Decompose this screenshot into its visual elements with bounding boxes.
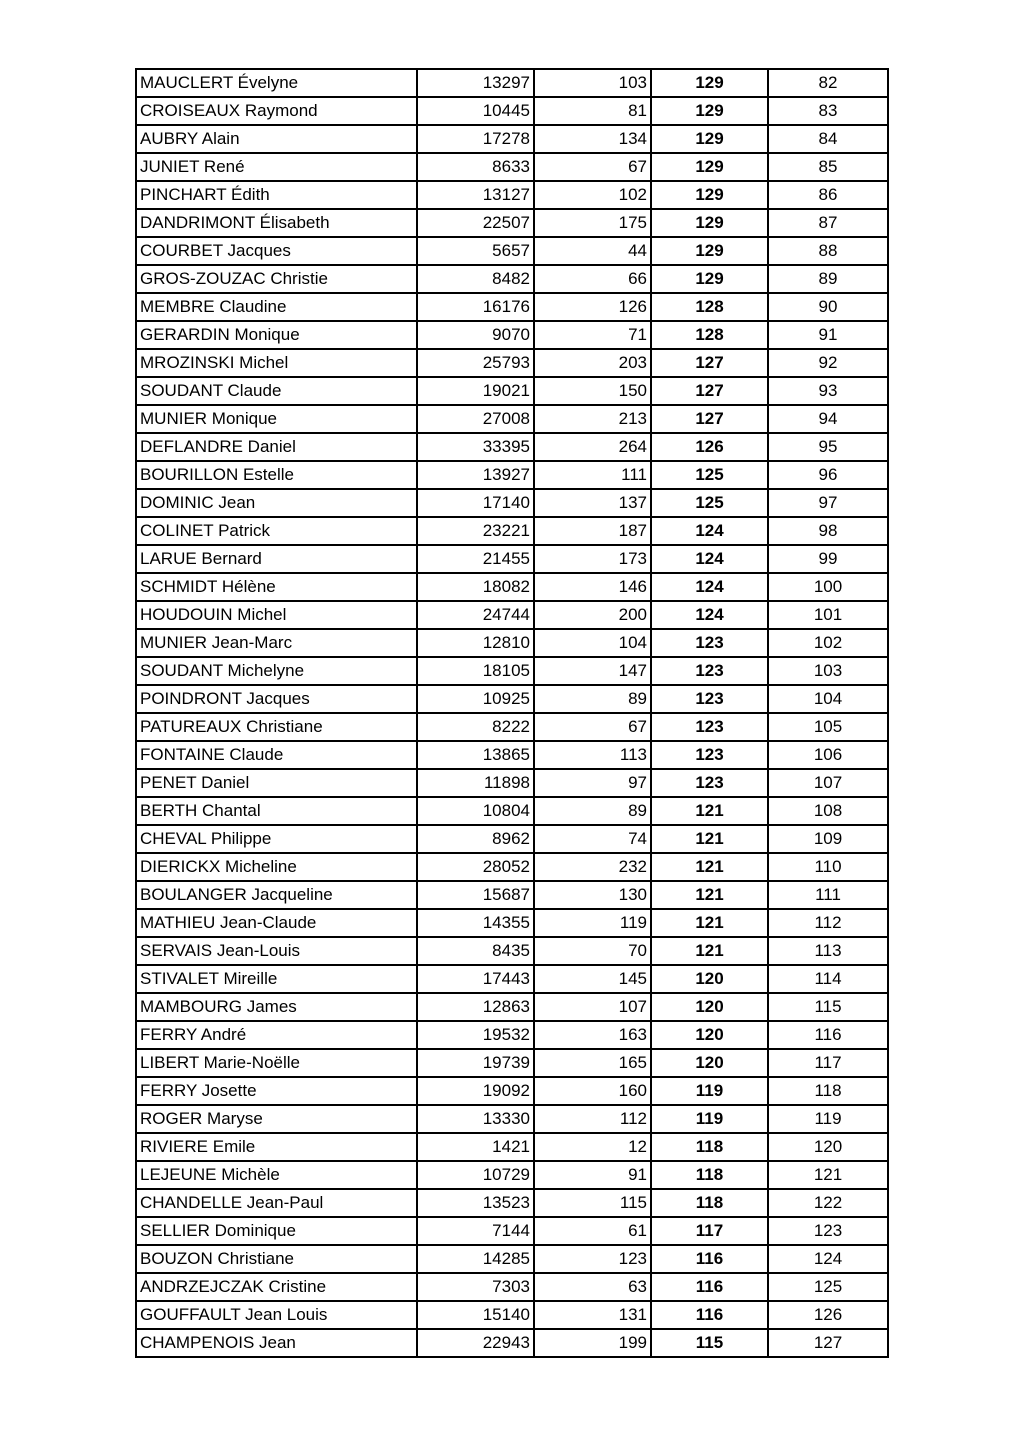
cell-count: 61: [534, 1217, 651, 1245]
cell-score: 123: [651, 685, 768, 713]
cell-total: 21455: [417, 545, 534, 573]
cell-rank: 102: [768, 629, 888, 657]
cell-total: 5657: [417, 237, 534, 265]
cell-count: 232: [534, 853, 651, 881]
cell-rank: 113: [768, 937, 888, 965]
cell-name: DANDRIMONT Élisabeth: [136, 209, 417, 237]
cell-count: 67: [534, 153, 651, 181]
table-row: [136, 1133, 888, 1161]
cell-count: 199: [534, 1329, 651, 1357]
cell-rank: 89: [768, 265, 888, 293]
cell-count: 203: [534, 349, 651, 377]
results-table: [135, 68, 889, 1358]
cell-score: 124: [651, 545, 768, 573]
cell-rank: 105: [768, 713, 888, 741]
cell-name: HOUDOUIN Michel: [136, 601, 417, 629]
table-row: [136, 349, 888, 377]
cell-score: 121: [651, 797, 768, 825]
cell-score: 123: [651, 769, 768, 797]
cell-name: PATUREAUX Christiane: [136, 713, 417, 741]
cell-rank: 101: [768, 601, 888, 629]
cell-score: 129: [651, 125, 768, 153]
cell-score: 118: [651, 1189, 768, 1217]
cell-total: 13927: [417, 461, 534, 489]
cell-count: 12: [534, 1133, 651, 1161]
cell-total: 13330: [417, 1105, 534, 1133]
cell-name: MUNIER Jean-Marc: [136, 629, 417, 657]
cell-count: 134: [534, 125, 651, 153]
cell-name: PINCHART Édith: [136, 181, 417, 209]
cell-score: 124: [651, 573, 768, 601]
cell-score: 125: [651, 489, 768, 517]
cell-name: SOUDANT Michelyne: [136, 657, 417, 685]
cell-count: 91: [534, 1161, 651, 1189]
table-row: [136, 993, 888, 1021]
table-row: [136, 153, 888, 181]
table-row: [136, 1189, 888, 1217]
cell-total: 10729: [417, 1161, 534, 1189]
cell-name: MAMBOURG James: [136, 993, 417, 1021]
table-row: [136, 125, 888, 153]
cell-total: 9070: [417, 321, 534, 349]
cell-total: 18082: [417, 573, 534, 601]
cell-rank: 87: [768, 209, 888, 237]
cell-count: 63: [534, 1273, 651, 1301]
cell-total: 19021: [417, 377, 534, 405]
table-row: [136, 545, 888, 573]
cell-total: 14355: [417, 909, 534, 937]
cell-name: BOURILLON Estelle: [136, 461, 417, 489]
cell-rank: 114: [768, 965, 888, 993]
table-row: [136, 657, 888, 685]
cell-total: 27008: [417, 405, 534, 433]
table-row: [136, 881, 888, 909]
table-row: [136, 461, 888, 489]
cell-score: 125: [651, 461, 768, 489]
cell-rank: 117: [768, 1049, 888, 1077]
cell-count: 173: [534, 545, 651, 573]
cell-count: 71: [534, 321, 651, 349]
table-row: [136, 573, 888, 601]
cell-count: 126: [534, 293, 651, 321]
cell-rank: 107: [768, 769, 888, 797]
cell-name: MROZINSKI Michel: [136, 349, 417, 377]
cell-name: GROS-ZOUZAC Christie: [136, 265, 417, 293]
cell-name: MAUCLERT Évelyne: [136, 69, 417, 97]
cell-rank: 104: [768, 685, 888, 713]
table-row: [136, 321, 888, 349]
cell-rank: 94: [768, 405, 888, 433]
cell-score: 129: [651, 69, 768, 97]
cell-score: 124: [651, 517, 768, 545]
cell-count: 89: [534, 685, 651, 713]
table-row: [136, 237, 888, 265]
cell-total: 13865: [417, 741, 534, 769]
cell-score: 118: [651, 1161, 768, 1189]
table-row: [136, 1049, 888, 1077]
cell-count: 70: [534, 937, 651, 965]
table-row: [136, 1021, 888, 1049]
table-row: [136, 209, 888, 237]
cell-count: 175: [534, 209, 651, 237]
cell-count: 147: [534, 657, 651, 685]
cell-name: SCHMIDT Hélène: [136, 573, 417, 601]
cell-score: 121: [651, 909, 768, 937]
table-row: [136, 433, 888, 461]
table-row: [136, 405, 888, 433]
cell-total: 19532: [417, 1021, 534, 1049]
cell-total: 22507: [417, 209, 534, 237]
cell-score: 123: [651, 657, 768, 685]
cell-rank: 111: [768, 881, 888, 909]
cell-name: POINDRONT Jacques: [136, 685, 417, 713]
cell-total: 23221: [417, 517, 534, 545]
cell-count: 67: [534, 713, 651, 741]
table-row: [136, 489, 888, 517]
cell-total: 17140: [417, 489, 534, 517]
cell-count: 130: [534, 881, 651, 909]
cell-name: BOUZON Christiane: [136, 1245, 417, 1273]
cell-count: 102: [534, 181, 651, 209]
cell-score: 129: [651, 237, 768, 265]
cell-name: CROISEAUX Raymond: [136, 97, 417, 125]
cell-score: 129: [651, 209, 768, 237]
cell-rank: 84: [768, 125, 888, 153]
cell-score: 121: [651, 937, 768, 965]
cell-count: 107: [534, 993, 651, 1021]
cell-total: 8633: [417, 153, 534, 181]
cell-rank: 83: [768, 97, 888, 125]
cell-name: DOMINIC Jean: [136, 489, 417, 517]
cell-count: 119: [534, 909, 651, 937]
cell-name: ANDRZEJCZAK Cristine: [136, 1273, 417, 1301]
cell-total: 13297: [417, 69, 534, 97]
cell-total: 7303: [417, 1273, 534, 1301]
cell-total: 24744: [417, 601, 534, 629]
cell-score: 116: [651, 1273, 768, 1301]
cell-rank: 90: [768, 293, 888, 321]
cell-score: 119: [651, 1105, 768, 1133]
cell-name: CHANDELLE Jean-Paul: [136, 1189, 417, 1217]
cell-rank: 106: [768, 741, 888, 769]
cell-total: 8482: [417, 265, 534, 293]
cell-total: 25793: [417, 349, 534, 377]
cell-score: 120: [651, 1049, 768, 1077]
cell-count: 200: [534, 601, 651, 629]
cell-rank: 108: [768, 797, 888, 825]
cell-rank: 99: [768, 545, 888, 573]
cell-name: LEJEUNE Michèle: [136, 1161, 417, 1189]
table-row: [136, 1245, 888, 1273]
cell-name: BOULANGER Jacqueline: [136, 881, 417, 909]
cell-rank: 95: [768, 433, 888, 461]
cell-count: 111: [534, 461, 651, 489]
cell-score: 127: [651, 349, 768, 377]
cell-count: 103: [534, 69, 651, 97]
cell-name: DEFLANDRE Daniel: [136, 433, 417, 461]
cell-name: PENET Daniel: [136, 769, 417, 797]
cell-score: 119: [651, 1077, 768, 1105]
cell-count: 104: [534, 629, 651, 657]
cell-name: ROGER Maryse: [136, 1105, 417, 1133]
cell-count: 89: [534, 797, 651, 825]
cell-score: 116: [651, 1301, 768, 1329]
cell-name: COLINET Patrick: [136, 517, 417, 545]
table-row: [136, 1217, 888, 1245]
cell-rank: 126: [768, 1301, 888, 1329]
cell-count: 187: [534, 517, 651, 545]
cell-total: 10445: [417, 97, 534, 125]
cell-score: 124: [651, 601, 768, 629]
cell-count: 123: [534, 1245, 651, 1273]
cell-count: 150: [534, 377, 651, 405]
table-row: [136, 937, 888, 965]
cell-name: GOUFFAULT Jean Louis: [136, 1301, 417, 1329]
cell-count: 66: [534, 265, 651, 293]
cell-score: 123: [651, 741, 768, 769]
cell-count: 163: [534, 1021, 651, 1049]
table-row: [136, 1105, 888, 1133]
cell-rank: 109: [768, 825, 888, 853]
table-row: [136, 713, 888, 741]
cell-name: SOUDANT Claude: [136, 377, 417, 405]
cell-rank: 119: [768, 1105, 888, 1133]
cell-total: 15687: [417, 881, 534, 909]
cell-name: CHEVAL Philippe: [136, 825, 417, 853]
cell-count: 113: [534, 741, 651, 769]
cell-total: 1421: [417, 1133, 534, 1161]
table-row: [136, 69, 888, 97]
table-row: [136, 601, 888, 629]
cell-name: COURBET Jacques: [136, 237, 417, 265]
cell-total: 10804: [417, 797, 534, 825]
cell-total: 7144: [417, 1217, 534, 1245]
cell-score: 129: [651, 265, 768, 293]
cell-name: LARUE Bernard: [136, 545, 417, 573]
cell-total: 10925: [417, 685, 534, 713]
cell-total: 8222: [417, 713, 534, 741]
cell-rank: 103: [768, 657, 888, 685]
cell-name: FERRY Josette: [136, 1077, 417, 1105]
table-row: [136, 1273, 888, 1301]
table-row: [136, 769, 888, 797]
cell-score: 128: [651, 321, 768, 349]
cell-score: 127: [651, 405, 768, 433]
cell-rank: 116: [768, 1021, 888, 1049]
cell-score: 129: [651, 181, 768, 209]
cell-score: 121: [651, 881, 768, 909]
table-row: [136, 1161, 888, 1189]
cell-score: 121: [651, 825, 768, 853]
cell-rank: 100: [768, 573, 888, 601]
cell-total: 8962: [417, 825, 534, 853]
cell-name: STIVALET Mireille: [136, 965, 417, 993]
cell-name: DIERICKX Micheline: [136, 853, 417, 881]
cell-rank: 98: [768, 517, 888, 545]
cell-score: 126: [651, 433, 768, 461]
table-row: [136, 797, 888, 825]
table-row: [136, 377, 888, 405]
table-row: [136, 181, 888, 209]
cell-score: 121: [651, 853, 768, 881]
cell-total: 15140: [417, 1301, 534, 1329]
cell-count: 44: [534, 237, 651, 265]
cell-total: 14285: [417, 1245, 534, 1273]
table-row: [136, 1329, 888, 1357]
table-row: [136, 741, 888, 769]
cell-rank: 86: [768, 181, 888, 209]
cell-rank: 118: [768, 1077, 888, 1105]
cell-rank: 115: [768, 993, 888, 1021]
cell-name: BERTH Chantal: [136, 797, 417, 825]
cell-score: 117: [651, 1217, 768, 1245]
cell-total: 17443: [417, 965, 534, 993]
cell-total: 11898: [417, 769, 534, 797]
cell-score: 129: [651, 97, 768, 125]
table-row: [136, 1077, 888, 1105]
cell-score: 115: [651, 1329, 768, 1357]
cell-total: 19739: [417, 1049, 534, 1077]
cell-count: 213: [534, 405, 651, 433]
cell-rank: 121: [768, 1161, 888, 1189]
cell-name: JUNIET René: [136, 153, 417, 181]
cell-total: 17278: [417, 125, 534, 153]
cell-total: 12863: [417, 993, 534, 1021]
cell-name: FERRY André: [136, 1021, 417, 1049]
cell-rank: 127: [768, 1329, 888, 1357]
cell-total: 28052: [417, 853, 534, 881]
cell-score: 123: [651, 629, 768, 657]
cell-count: 264: [534, 433, 651, 461]
cell-total: 19092: [417, 1077, 534, 1105]
cell-count: 146: [534, 573, 651, 601]
cell-score: 120: [651, 965, 768, 993]
cell-rank: 88: [768, 237, 888, 265]
cell-count: 81: [534, 97, 651, 125]
table-row: [136, 825, 888, 853]
cell-name: LIBERT Marie-Noëlle: [136, 1049, 417, 1077]
cell-total: 33395: [417, 433, 534, 461]
cell-count: 165: [534, 1049, 651, 1077]
cell-total: 18105: [417, 657, 534, 685]
table-row: [136, 293, 888, 321]
cell-name: RIVIERE Emile: [136, 1133, 417, 1161]
cell-rank: 122: [768, 1189, 888, 1217]
cell-total: 22943: [417, 1329, 534, 1357]
cell-rank: 120: [768, 1133, 888, 1161]
cell-name: GERARDIN Monique: [136, 321, 417, 349]
cell-total: 8435: [417, 937, 534, 965]
table-row: [136, 517, 888, 545]
cell-name: MUNIER Monique: [136, 405, 417, 433]
cell-count: 97: [534, 769, 651, 797]
cell-name: FONTAINE Claude: [136, 741, 417, 769]
cell-count: 137: [534, 489, 651, 517]
cell-rank: 92: [768, 349, 888, 377]
cell-rank: 82: [768, 69, 888, 97]
cell-count: 74: [534, 825, 651, 853]
cell-score: 127: [651, 377, 768, 405]
cell-score: 120: [651, 993, 768, 1021]
cell-score: 116: [651, 1245, 768, 1273]
table-row: [136, 909, 888, 937]
table-row: [136, 853, 888, 881]
cell-rank: 125: [768, 1273, 888, 1301]
cell-rank: 110: [768, 853, 888, 881]
cell-score: 123: [651, 713, 768, 741]
cell-name: CHAMPENOIS Jean: [136, 1329, 417, 1357]
cell-count: 145: [534, 965, 651, 993]
cell-count: 115: [534, 1189, 651, 1217]
table-row: [136, 629, 888, 657]
cell-name: MEMBRE Claudine: [136, 293, 417, 321]
cell-name: MATHIEU Jean-Claude: [136, 909, 417, 937]
cell-count: 160: [534, 1077, 651, 1105]
cell-score: 129: [651, 153, 768, 181]
cell-count: 112: [534, 1105, 651, 1133]
table-row: [136, 265, 888, 293]
table-row: [136, 685, 888, 713]
cell-score: 120: [651, 1021, 768, 1049]
cell-count: 131: [534, 1301, 651, 1329]
cell-score: 128: [651, 293, 768, 321]
table-row: [136, 97, 888, 125]
cell-name: SELLIER Dominique: [136, 1217, 417, 1245]
results-table-body: [136, 69, 888, 1357]
cell-rank: 123: [768, 1217, 888, 1245]
cell-rank: 124: [768, 1245, 888, 1273]
table-row: [136, 1301, 888, 1329]
cell-total: 12810: [417, 629, 534, 657]
cell-name: SERVAIS Jean-Louis: [136, 937, 417, 965]
cell-total: 16176: [417, 293, 534, 321]
table-row: [136, 965, 888, 993]
cell-rank: 85: [768, 153, 888, 181]
cell-score: 118: [651, 1133, 768, 1161]
cell-rank: 91: [768, 321, 888, 349]
cell-rank: 96: [768, 461, 888, 489]
cell-rank: 93: [768, 377, 888, 405]
cell-total: 13127: [417, 181, 534, 209]
cell-rank: 97: [768, 489, 888, 517]
cell-name: AUBRY Alain: [136, 125, 417, 153]
cell-total: 13523: [417, 1189, 534, 1217]
cell-rank: 112: [768, 909, 888, 937]
